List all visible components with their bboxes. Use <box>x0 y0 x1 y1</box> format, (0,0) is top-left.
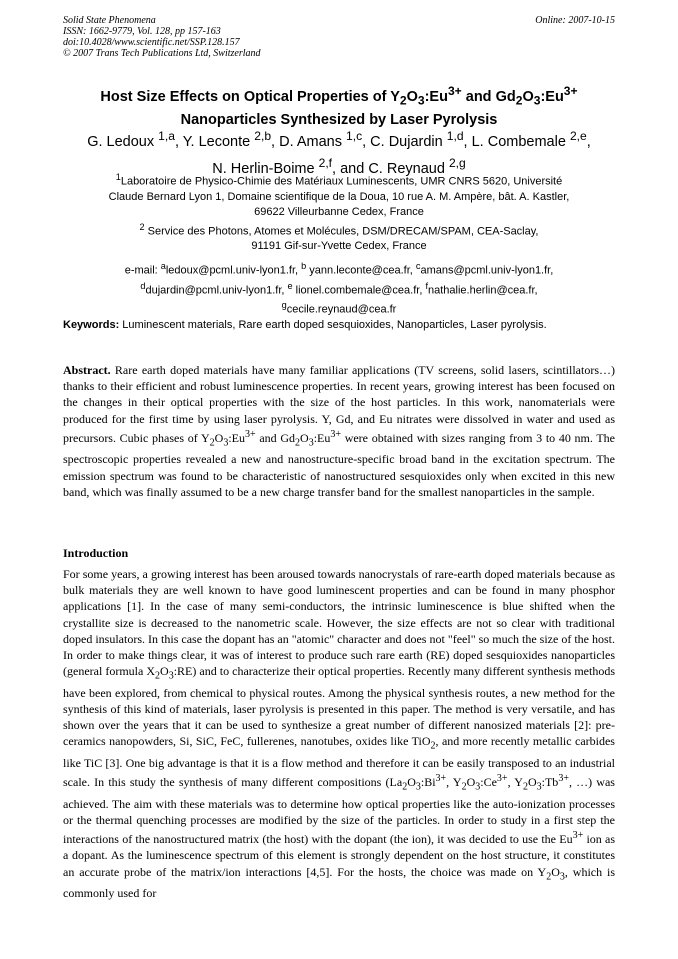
online-date: Online: 2007-10-15 <box>535 15 615 26</box>
journal-header <box>63 15 615 59</box>
doi-line: doi:10.4028/www.scientific.net/SSP.128.157 <box>63 37 240 48</box>
author-list: G. Ledoux $^{1,a}$, Y. Leconte $^{2,b}$, D. Amans $^{1,c}$, C. Dujardin $^{1,d}$, L. Combemale $^{2,e}$, N. Herlin-Boime $^{2,f}$, and C. Reynaud $^{2,g}$ <box>87 129 591 177</box>
issn-line: ISSN: 1662-9779, Vol. 128, pp 157-163 <box>63 26 221 37</box>
keywords: Keywords: Luminescent materials, Rare earth doped sesquioxides, Nanoparticles, Laser pyrolysis. <box>63 319 547 331</box>
introduction-body: For some years, a growing interest has been aroused towards nanocrystals of rare-earth doped materials because as bulk materials they are well known to have good luminescent properties and can be found in many phosphor applications [1]. In the case of many semi-conductors, the intrinsic luminescence is blue shifted when the crystallite size is decreased to the nanometric scale. However, the size effects are not so clear with traditional doped insulators. In this case the dopant has an "atomic" character and does not "feel" so much the size of the host. In order to make things clear, it was of interest to produce such rare earth (RE) doped sesquioxides nanoparticles (general formula $X_2O_3:RE$) and to characterize their optical properties. Recently many different synthesis methods have been explored, from chemical to physical routes. Among the physical synthesis routes, a new method for the synthesis of this kind of materials, laser pyrolysis is presented in this paper. The method is very versatile, and has shown over the years that it can be used to synthesize a great number of different nanosized materials [2]: pre-ceramics nanopowders, Si, SiC, FeC, fullerenes, nanotubes, oxides like TiO$_2$, and more recently metallic carbides like TiC [3]. One big advantage is that it is a flow method and therefore it can be easily transposed to an industrial scale. In this study the synthesis of many different compositions ($La_2O_3:Bi^{3+}$, $Y_2O_3:Ce^{3+}$, $Y_2O_3:Tb^{3+}$, …) was achieved. The aim with these materials was to determine how optical properties like the auto-ionization processes or the thermal quenching processes are modified by the size of the particles. In order to study in a first step the interactions of the nanostructured matrix (the host) with the dopant (the ion), it was decided to use the $Eu^{3+}$ ion as a dopant. As the luminescence spectrum of this element is strongly dependent on the host structure, it constitutes an accurate probe of the matrix/ion interactions [4,5]. For the hosts, the choice was made on $Y_2O_3$, which is commonly used for <box>63 567 615 901</box>
section-heading-introduction: Introduction <box>63 546 129 560</box>
copyright-line: © 2007 Trans Tech Publications Ltd, Switzerland <box>63 48 261 59</box>
journal-name: Solid State Phenomena <box>63 15 156 26</box>
email-list: e-mail: $^a$ledoux@pcml.univ-lyon1.fr, $^b$ yann.leconte@cea.fr, $^c$amans@pcml.univ-lyon1.fr, $^d$dujardin@pcml.univ-lyon1.fr, $^e$ lionel.combemale@cea.fr, $^f$nathalie.herlin@cea.fr, $^g$cecile.reynaud@cea.fr <box>124 261 554 316</box>
paper-title: Host Size Effects on Optical Properties of $Y_2O_3:Eu^{3+}$ and $Gd_2O_3:Eu^{3+}$ Nanoparticles Synthesized by Laser Pyrolysis <box>100 84 578 128</box>
abstract: Abstract. Rare earth doped materials have many familiar applications (TV screens, solid lasers, scintillators…) thanks to their efficient and robust luminescence properties. In recent years, growing interest has been focused on the changes in their optical properties with the size of the host particles. In this work, nanomaterials were produced for the first time by using laser pyrolysis. Y, Gd, and Eu nitrates were dissolved in water and used as precursors. Cubic phases of $Y_2O_3:Eu^{3+}$ and $Gd_2O_3:Eu^{3+}$ were obtained with sizes ranging from 3 to 40 nm. The spectroscopic properties revealed a new and nanostructure-specific broad band in the excitation spectrum. The emission spectrum was found to be characteristic of nanostructured sesquioxides only when excited in this new band, which was finally assumed to be a new charge transfer band for the smallest nanoparticles in the sample. <box>63 363 616 499</box>
affiliations: $^1$Laboratoire de Physico-Chimie des Matériaux Luminescents, UMR CNRS 5620, Université Claude Bernard Lyon 1, Domaine scientifique de la Doua, 10 rue A. M. Ampère, bât. A. Kastler, 69622 Villeurbanne Cedex, France $^2$ Service des Photons, Atomes et Molécules, DSM/DRECAM/SPAM, CEA-Saclay, 91191 Gif-sur-Yvette Cedex, France <box>108 172 570 253</box>
